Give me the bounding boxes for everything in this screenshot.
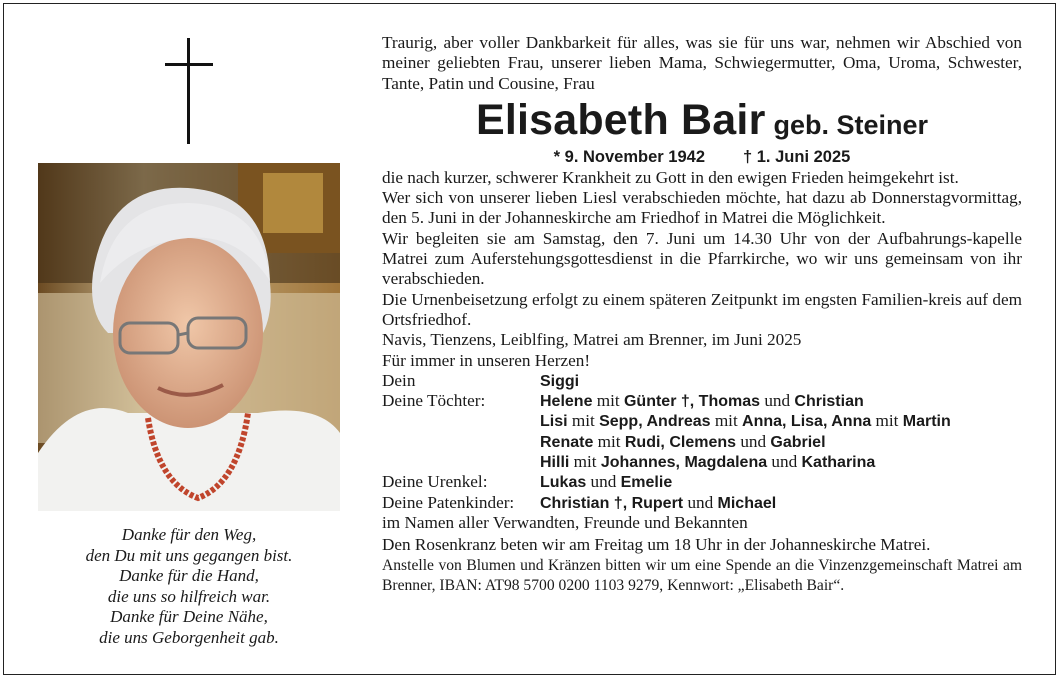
place-date: Navis, Tienzens, Leiblfing, Matrei am Brenner, im Juni 2025 [382, 330, 802, 350]
daughters-line [540, 411, 951, 431]
mourner-name: Hilli [540, 454, 570, 472]
donation-text: Anstelle von Blumen und Kränzen bitten wir um eine Spende an die Vinzenzgemeinschaft Matrei am Brenner, IBAN: AT98 5700 0200 1103 9279, Kennwort: „Elisabeth Bair“. [382, 556, 1022, 594]
mourner-label: Deine Patenkinder: [382, 492, 515, 512]
mourner-name: Lisi [540, 413, 568, 431]
mourner-label: Deine Töchter: [382, 391, 486, 411]
connector-text: mit [567, 411, 600, 431]
paragraph: Wir begleiten sie am Samstag, den 7. Juni um 14.30 Uhr von der Aufbahrungs-kapelle Matrei zum Auferstehungsgottesdienst in die Pfarrkirche, wo wir uns gemeinsam von ihr verabschieden. [382, 228, 1022, 289]
mourner-name: Renate [540, 433, 594, 451]
mourner-name: Martin [902, 413, 951, 431]
mourner-name: Johannes, Magdalena [600, 454, 768, 472]
connector-text: und [760, 391, 795, 411]
name-text: Elisabeth Bair [475, 95, 766, 144]
notice-text [382, 33, 1022, 596]
deceased-name [382, 94, 1022, 146]
mourner-name: Emelie [620, 474, 673, 492]
poem-line: die uns Geborgenheit gab. [99, 627, 279, 647]
mourner-name: Siggi [540, 372, 580, 390]
connector-text: mit [569, 452, 601, 472]
mourner-row [382, 432, 1022, 452]
connector-text: mit [593, 431, 625, 451]
mourner-row [382, 391, 1022, 411]
daughters-line [540, 432, 826, 452]
mourner-row [382, 371, 1022, 391]
poem-line: die uns so hilfreich war. [107, 586, 271, 606]
connector-text: und [683, 492, 718, 512]
mourner-row [382, 411, 1022, 431]
mourner-label: Deine Urenkel: [382, 472, 488, 492]
mourner-name: Michael [717, 494, 777, 512]
poem-line: Danke für Deine Nähe, [110, 607, 268, 627]
paragraph: Wer sich von unserer lieben Liesl verabschieden möchte, hat dazu ab Donnerstagvormittag, den 5. Juni in der Johanneskirche am Friedhof in Matrei die Möglichkeit. [382, 188, 1022, 228]
daughters-line [540, 391, 864, 411]
mourner-name: Christian †, Rupert [540, 494, 684, 512]
mourner-row [382, 472, 1022, 492]
birth-date: * 9. November 1942 [553, 147, 705, 166]
mourner-name: Helene [540, 393, 593, 411]
mourner-name: Lukas [540, 474, 587, 492]
rosary-line: Den Rosenkranz beten wir am Freitag um 18 Uhr in der Johanneskirche Matrei. [382, 535, 931, 555]
poem-line: den Du mit uns gegangen bist. [85, 545, 293, 565]
connector-text: mit [592, 391, 624, 411]
mourner-name: Gabriel [770, 433, 826, 451]
connector-text: und [586, 472, 621, 492]
mourner-name: Günter †, Thomas [623, 393, 761, 411]
death-date: † 1. Juni 2025 [743, 147, 851, 166]
poem-line: Danke für den Weg, [121, 525, 257, 544]
mourner-label: Dein [382, 370, 416, 390]
poem-line: Danke für die Hand, [119, 566, 259, 586]
mourner-row [382, 452, 1022, 472]
mourner-row [382, 493, 1022, 513]
mourner-name: Rudi, Clemens [624, 433, 737, 451]
great-grandchildren-line [540, 472, 672, 492]
intro-text: Traurig, aber voller Dankbarkeit für alles, was sie für uns war, nehmen wir Abschied von meiner geliebten Frau, unserer lieben Mama, Schwiegermutter, Oma, Uroma, Schwester, Tante, Patin und Cousine, Frau [382, 33, 1022, 93]
relatives-line: im Namen aller Verwandten, Freunde und Bekannten [382, 512, 748, 532]
mourner-name: Christian [794, 393, 864, 411]
connector-text: mit [871, 411, 903, 431]
paragraph: Die Urnenbeisetzung erfolgt zu einem späteren Zeitpunkt im engsten Familien-kreis auf dem Ortsfriedhof. [382, 289, 1022, 329]
cross-icon [165, 38, 213, 144]
daughters-line [540, 452, 875, 472]
poem [38, 525, 340, 649]
mourner-name: Anna, Lisa, Anna [742, 413, 872, 431]
connector-text: mit [710, 411, 743, 431]
connector-text: und [736, 431, 771, 451]
life-dates [382, 146, 1022, 168]
mourner-name: Sepp, Andreas [599, 413, 711, 431]
godchildren-line [540, 493, 776, 513]
portrait-photo [38, 163, 340, 511]
mourner-name: Katharina [801, 454, 876, 472]
paragraph: die nach kurzer, schwerer Krankheit zu Gott in den ewigen Frieden heimgekehrt ist. [382, 167, 959, 187]
connector-text: und [767, 452, 802, 472]
closing-line: Für immer in unseren Herzen! [382, 350, 591, 370]
birth-name: geb. Steiner [773, 109, 929, 140]
